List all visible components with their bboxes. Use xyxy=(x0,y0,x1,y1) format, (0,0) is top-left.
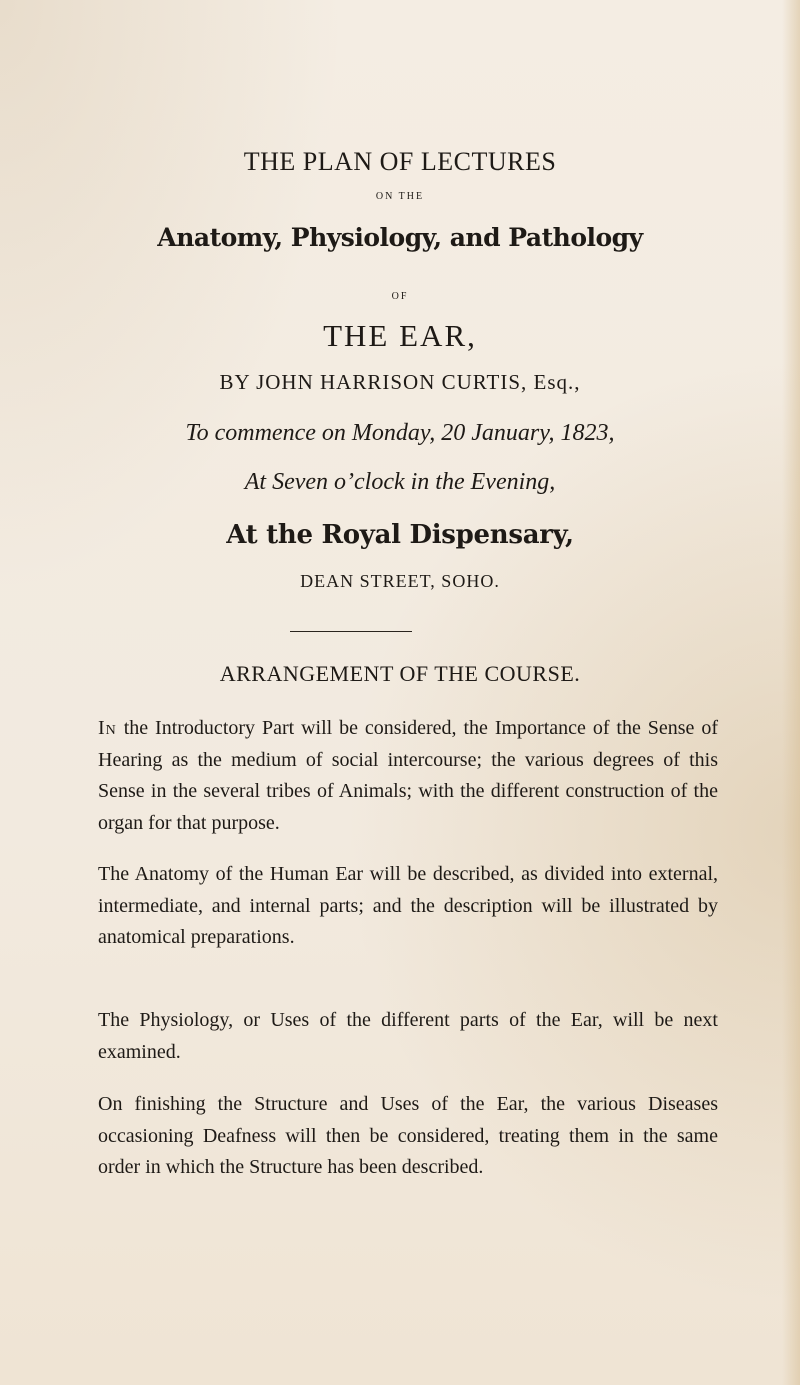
document-title: THE PLAN OF LECTURES xyxy=(243,147,557,176)
section-heading: ARRANGEMENT OF THE COURSE. xyxy=(219,661,581,686)
paragraph-text: The Physiology, or Uses of the different parts of the Ear, will be next examined. xyxy=(98,1009,718,1063)
page-edge-shadow xyxy=(782,0,800,1385)
paragraph-text: The Anatomy of the Human Ear will be described, as divided into external, intermediate, and internal parts; and the description will be illustrated by anatomical preparations. xyxy=(98,863,718,948)
divider-rule xyxy=(290,631,412,632)
of-label: OF xyxy=(391,291,409,302)
paragraph-text: On finishing the Structure and Uses of the Ear, the various Diseases occasioning Deafness will then be considered, treating them in the same order in which the Structure has been described. xyxy=(98,1093,718,1178)
paragraph-introductory xyxy=(98,713,718,839)
author-line: BY JOHN HARRISON CURTIS, Esq., xyxy=(219,370,581,394)
venue-heading: At the Royal Dispensary, xyxy=(226,520,574,550)
paragraph-anatomy xyxy=(98,859,718,954)
subjects-heading: Anatomy, Physiology, and Pathology xyxy=(157,223,643,252)
address-line: DEAN STREET, SOHO. xyxy=(300,571,500,591)
time-line: At Seven o’clock in the Evening, xyxy=(244,469,556,495)
commence-date-line: To commence on Monday, 20 January, 1823, xyxy=(185,420,615,446)
paragraph-diseases xyxy=(98,1089,718,1184)
the-ear-heading: THE EAR, xyxy=(323,318,477,353)
paragraph-lead-word: In xyxy=(98,717,117,739)
paragraph-physiology xyxy=(98,1005,718,1068)
on-the-label: ON THE xyxy=(375,191,425,202)
paragraph-text: the Introductory Part will be considered, the Importance of the Sense of Hearing as the medium of social intercourse; the various degrees of this Sense in the several tribes of Animals; with the different construction of the organ for that purpose. xyxy=(98,717,718,834)
